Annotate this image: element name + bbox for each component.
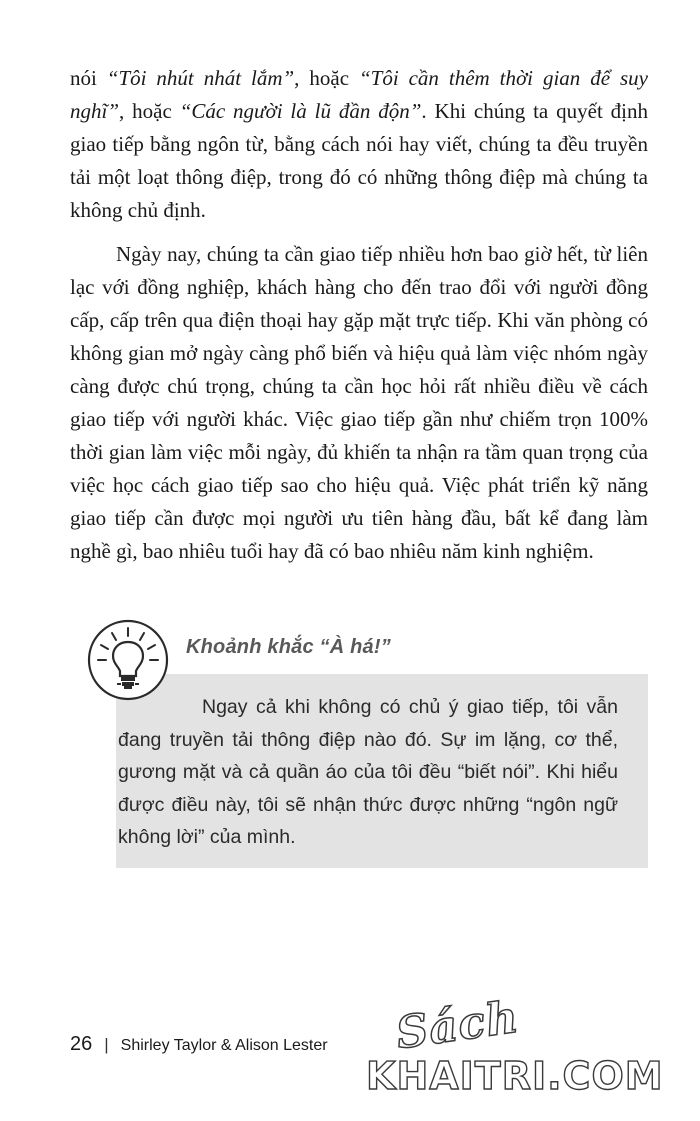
paragraph-1-part-1: nói bbox=[70, 66, 107, 90]
quote-3: “Các người là lũ đần độn” bbox=[179, 99, 422, 123]
lightbulb-icon bbox=[86, 618, 170, 702]
footer-separator: | bbox=[104, 1035, 109, 1054]
paragraph-1-part-2: , hoặc bbox=[294, 66, 359, 90]
aha-callout bbox=[86, 618, 648, 868]
callout-title: Khoảnh khắc “À há!” bbox=[186, 636, 391, 658]
footer-authors: Shirley Taylor & Alison Lester bbox=[120, 1037, 328, 1054]
paragraph-2: Ngày nay, chúng ta cần giao tiếp nhiều hơn bao giờ hết, từ liên lạc với đồng nghiệp, khách hàng cho đến trao đổi với người đồng cấp, cấp trên qua điện thoại hay gặp mặt trực tiếp. Khi văn phòng có không gian mở ngày càng phổ biến và hiệu quả làm việc nhóm ngày càng được chú trọng, chúng ta cần học hỏi rất nhiều điều về cách giao tiếp với người khác. Việc giao tiếp gần như chiếm trọn 100% thời gian làm việc mỗi ngày, đủ khiến ta nhận ra tầm quan trọng của việc học cách giao tiếp sao cho hiệu quả. Việc phát triển kỹ năng giao tiếp cần được mọi người ưu tiên hàng đầu, bất kể đang làm nghề gì, bao nhiêu tuổi hay đã có bao nhiêu năm kinh nghiệm. bbox=[70, 242, 648, 563]
quote-2: “Tôi cần thêm thời gian để suy nghĩ” bbox=[70, 66, 648, 123]
quote-1: “Tôi nhút nhát lắm” bbox=[106, 66, 295, 90]
page-number: 26 bbox=[70, 1033, 93, 1055]
page-footer bbox=[70, 1033, 328, 1056]
paragraph-1 bbox=[70, 62, 648, 227]
watermark bbox=[360, 991, 690, 1110]
paragraph-1-part-3: , hoặc bbox=[119, 99, 180, 123]
watermark-main: KHAITRI.COM bbox=[366, 1054, 664, 1098]
watermark-script: Sách bbox=[393, 991, 523, 1060]
paragraph-1-part-4: . Khi chúng ta quyết định giao tiếp bằng ngôn từ, bằng cách nói hay viết, chúng ta đều truyền tải một loạt thông điệp, trong đó có những thông điệp mà chúng ta không chủ định. bbox=[70, 99, 648, 222]
body-text bbox=[70, 62, 648, 568]
callout-text: Ngay cả khi không có chủ ý giao tiếp, tôi vẫn đang truyền tải thông điệp nào đó. Sự im lặng, cơ thể, gương mặt và cả quần áo của tôi đều “biết nói”. Khi hiểu được điều này, tôi sẽ nhận thức được những “ngôn ngữ không lời” của mình. bbox=[118, 696, 618, 848]
